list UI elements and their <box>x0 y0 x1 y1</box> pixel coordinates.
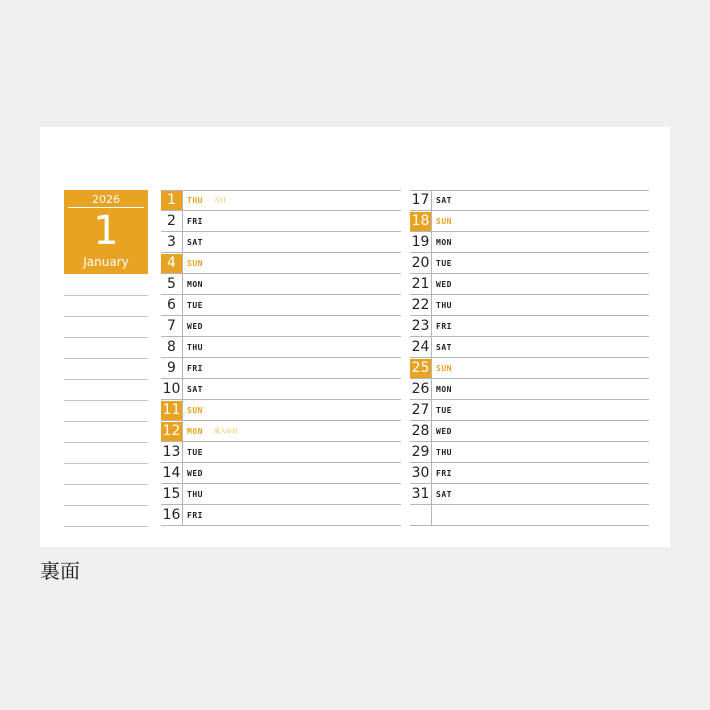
day-row <box>410 400 649 421</box>
memo-line <box>64 379 148 380</box>
day-of-week: SAT <box>436 343 452 352</box>
day-of-week: MON <box>187 280 203 289</box>
day-of-week: WED <box>436 427 452 436</box>
month-name: January <box>83 255 129 269</box>
day-of-week: MON <box>436 385 452 394</box>
day-row <box>161 316 401 337</box>
day-number: 22 <box>411 297 430 313</box>
day-of-week: SUN <box>436 217 452 226</box>
day-row <box>161 295 401 316</box>
day-number: 15 <box>162 486 181 502</box>
day-number: 24 <box>411 339 430 355</box>
day-row <box>161 505 401 526</box>
day-row <box>410 379 649 400</box>
day-number: 12 <box>162 423 181 439</box>
day-number: 2 <box>167 213 176 229</box>
day-row <box>410 253 649 274</box>
day-of-week: WED <box>187 469 203 478</box>
calendar-sheet <box>40 127 670 547</box>
day-row <box>410 211 649 232</box>
memo-line <box>64 358 148 359</box>
day-number: 4 <box>161 254 182 273</box>
day-of-week: SAT <box>436 196 452 205</box>
day-row <box>161 253 401 274</box>
day-row <box>161 211 401 232</box>
year-label: 2026 <box>92 193 120 206</box>
day-of-week: FRI <box>187 364 203 373</box>
day-number <box>410 506 431 525</box>
day-row <box>410 505 649 526</box>
day-of-week: WED <box>436 280 452 289</box>
day-row <box>161 400 401 421</box>
day-number: 13 <box>162 444 181 460</box>
day-number: 25 <box>411 360 430 376</box>
day-row <box>161 442 401 463</box>
day-row <box>410 316 649 337</box>
day-of-week: THU <box>187 343 203 352</box>
memo-line <box>64 463 148 464</box>
day-of-week: TUE <box>436 406 452 415</box>
day-row <box>410 463 649 484</box>
month-badge <box>64 190 148 274</box>
caption: 裏面 <box>40 559 80 583</box>
day-number: 9 <box>167 360 176 376</box>
day-number: 26 <box>411 381 430 397</box>
day-number: 27 <box>411 402 430 418</box>
day-row <box>161 463 401 484</box>
memo-line <box>64 442 148 443</box>
day-row <box>410 295 649 316</box>
holiday-name: 元日 <box>214 197 227 204</box>
day-row <box>161 379 401 400</box>
day-number: 8 <box>167 339 176 355</box>
day-number: 16 <box>162 507 181 523</box>
day-number: 19 <box>411 234 430 250</box>
row-divider <box>161 525 401 526</box>
memo-line <box>64 505 148 506</box>
day-number: 29 <box>411 444 430 460</box>
day-column-left <box>161 190 401 526</box>
day-of-week: TUE <box>436 259 452 268</box>
memo-line <box>64 316 148 317</box>
day-row <box>410 484 649 505</box>
day-row <box>410 337 649 358</box>
day-row <box>410 442 649 463</box>
day-number: 7 <box>167 318 176 334</box>
day-number: 28 <box>411 423 430 439</box>
day-of-week: FRI <box>187 511 203 520</box>
day-row <box>161 232 401 253</box>
day-of-week: FRI <box>436 322 452 331</box>
day-number: 14 <box>162 465 181 481</box>
day-number: 17 <box>411 192 430 208</box>
day-row <box>161 421 401 442</box>
day-of-week: MON <box>436 238 452 247</box>
row-divider <box>410 525 649 526</box>
day-of-week: THU <box>436 301 452 310</box>
day-row <box>410 274 649 295</box>
memo-line <box>64 484 148 485</box>
memo-line <box>64 295 148 296</box>
month-number: 1 <box>93 208 119 254</box>
day-of-week: SAT <box>187 238 203 247</box>
day-number: 6 <box>167 297 176 313</box>
day-row <box>161 190 401 211</box>
memo-line <box>64 526 148 527</box>
day-of-week: FRI <box>187 217 203 226</box>
day-number: 11 <box>162 402 181 418</box>
day-row <box>161 484 401 505</box>
day-of-week: SAT <box>436 490 452 499</box>
day-number: 21 <box>411 276 430 292</box>
day-of-week: THU <box>187 196 203 205</box>
day-of-week: THU <box>436 448 452 457</box>
day-of-week: TUE <box>187 448 203 457</box>
day-number: 10 <box>162 381 181 397</box>
day-column-right <box>410 190 649 526</box>
day-of-week: TUE <box>187 301 203 310</box>
day-row <box>161 274 401 295</box>
memo-line <box>64 337 148 338</box>
day-row <box>410 421 649 442</box>
day-of-week: SUN <box>187 259 203 268</box>
day-row <box>410 190 649 211</box>
day-of-week: SAT <box>187 385 203 394</box>
memo-line <box>64 421 148 422</box>
day-number: 30 <box>411 465 430 481</box>
day-number: 3 <box>167 234 176 250</box>
day-of-week: SUN <box>187 406 203 415</box>
day-number: 1 <box>161 191 182 210</box>
day-number: 20 <box>411 255 430 271</box>
day-number: 18 <box>411 213 430 229</box>
memo-line <box>64 400 148 401</box>
day-row <box>410 358 649 379</box>
day-number: 31 <box>411 486 430 502</box>
day-number: 23 <box>411 318 430 334</box>
holiday-name: 成人の日 <box>214 428 239 435</box>
day-number: 5 <box>167 276 176 292</box>
day-row <box>410 232 649 253</box>
day-of-week: SUN <box>436 364 452 373</box>
day-of-week: MON <box>187 427 203 436</box>
day-of-week: FRI <box>436 469 452 478</box>
day-of-week: THU <box>187 490 203 499</box>
day-row <box>161 337 401 358</box>
day-row <box>161 358 401 379</box>
day-of-week: WED <box>187 322 203 331</box>
